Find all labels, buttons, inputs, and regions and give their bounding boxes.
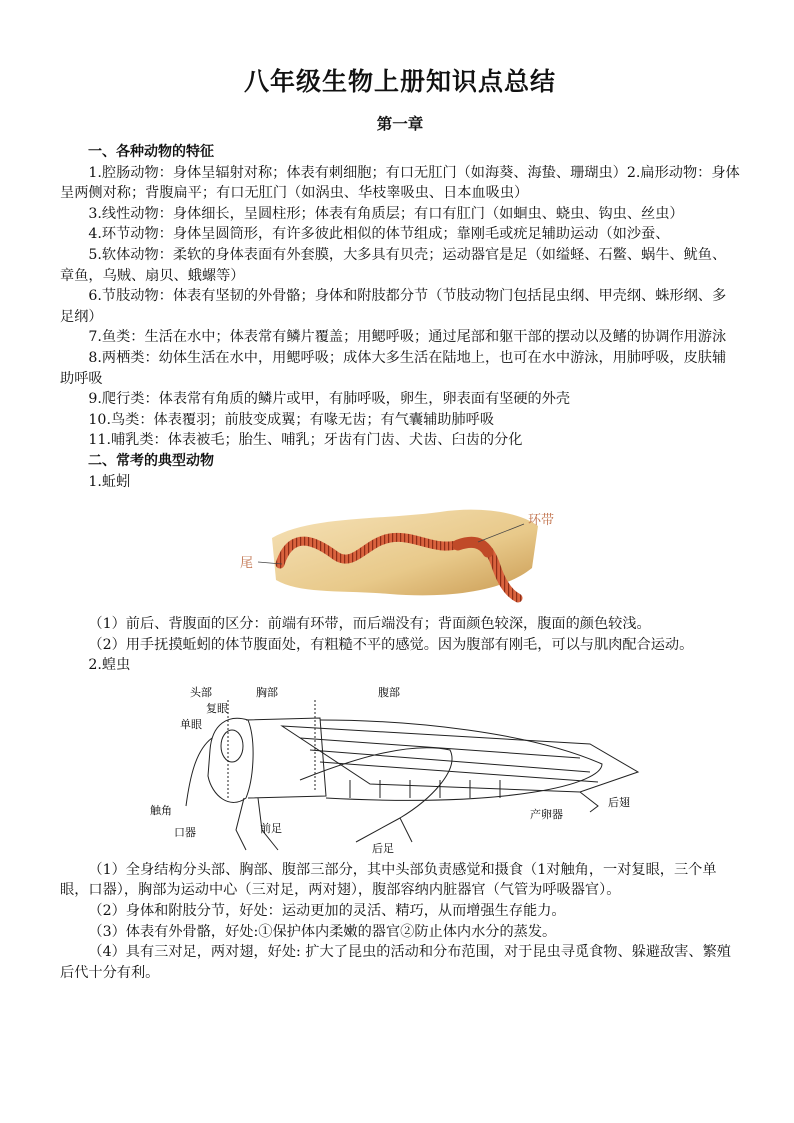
label-clitellum: 环带 bbox=[528, 513, 555, 529]
label-abdomen: 腹部 bbox=[378, 685, 400, 699]
locust-head bbox=[208, 718, 253, 802]
locust-note-3: （3）体表有外骨骼，好处:①保护体内柔嫩的器官②防止体内水分的蒸发。 bbox=[88, 923, 557, 940]
label-compound-eye: 复眼 bbox=[206, 701, 228, 715]
earthworm-note-2: （2）用手抚摸蚯蚓的体节腹面处，有粗糙不平的感觉。因为腹部有刚毛，可以与肌肉配合运动。 bbox=[88, 636, 694, 653]
locust-compound-eye bbox=[221, 730, 243, 762]
locust-abdomen bbox=[320, 720, 602, 800]
label-hindleg: 后足 bbox=[372, 841, 394, 855]
feature-item-3: 4.环节动物：身体呈圆筒形，有许多彼此相似的体节组成；靠刚毛或疣足辅助运动（如沙蚕、 bbox=[88, 226, 670, 243]
label-simple-eye: 单眼 bbox=[180, 717, 202, 731]
feature-item-5: 6.节肢动物：体表有坚韧的外骨骼；身体和附肢都分节（节肢动物门包括昆虫纲、甲壳纲、蛛形纲、多足纲） bbox=[60, 288, 727, 325]
section-heading-animal-features: 一、各种动物的特征 bbox=[88, 144, 214, 160]
chapter-heading: 第一章 bbox=[376, 114, 424, 133]
section-heading-typical-animals: 二、常考的典型动物 bbox=[88, 452, 214, 469]
label-mouthparts: 口器 bbox=[174, 825, 196, 839]
locust-diagram bbox=[150, 680, 650, 858]
label-head: 头部 bbox=[190, 685, 212, 699]
earthworm-title: 1.蚯蚓 bbox=[88, 473, 131, 490]
locust-note-1: （1）全身结构分头部、胸部、腹部三部分，其中头部负责感觉和摄食（1对触角，一对复眼，三个单眼，口器），胸部为运动中心（三对足，两对翅），腹部容纳内脏器官（气管为呼吸器官）。 bbox=[60, 861, 717, 899]
locust-thorax bbox=[246, 718, 326, 798]
locust-title: 2.蝗虫 bbox=[88, 657, 131, 674]
locust-ovipositor bbox=[580, 792, 598, 812]
document-page bbox=[60, 62, 740, 983]
earthworm-figure bbox=[220, 498, 580, 608]
locust-note-2: （2）身体和附肢分节，好处：运动更加的灵活、精巧，从而增强生存能力。 bbox=[88, 903, 566, 920]
label-hindwing: 后翅 bbox=[608, 795, 630, 809]
feature-item-7: 8.两栖类：幼体生活在水中，用鳃呼吸；成体大多生活在陆地上，也可在水中游泳，用肺呼吸，皮肤辅助呼吸 bbox=[60, 349, 727, 387]
feature-item-10: 11.哺乳类：体表被毛；胎生、哺乳；牙齿有门齿、犬齿、臼齿的分化 bbox=[88, 432, 523, 449]
feature-item-9: 10.鸟类：体表覆羽；前肢变成翼；有喙无齿；有气囊辅助肺呼吸 bbox=[88, 411, 495, 428]
feature-item-6: 7.鱼类：生活在水中；体表常有鳞片覆盖；用鳃呼吸；通过尾部和躯干部的摆动以及鳍的协调作用游泳 bbox=[88, 329, 727, 346]
label-thorax: 胸部 bbox=[256, 685, 278, 699]
earthworm-note-1: （1）前后、背腹面的区分：前端有环带，而后端没有；背面颜色较深，腹面的颜色较浅。 bbox=[88, 616, 651, 633]
feature-item-8: 9.爬行类：体表常有角质的鳞片或甲，有肺呼吸，卵生，卵表面有坚硬的外壳 bbox=[88, 391, 571, 408]
document-title: 八年级生物上册知识点总结 bbox=[243, 67, 556, 96]
feature-item-1: 1.腔肠动物：身体呈辐射对称；体表有刺细胞；有口无肛门（如海葵、海蛰、珊瑚虫）2.扁形动物：身体呈两侧对称；背腹扁平；有口无肛门（如涡虫、华枝睾吸虫、日本血吸虫） bbox=[60, 164, 740, 202]
feature-item-2: 3.线性动物：身体细长，呈圆柱形；体表有角质层；有口有肛门（如蛔虫、蛲虫、钩虫、丝虫） bbox=[88, 205, 684, 222]
feature-item-4: 5.软体动物：柔软的身体表面有外套膜，大多具有贝壳；运动器官是足（如缢蛏、石鳖、蜗牛、鱿鱼、章鱼，乌贼、扇贝、蛾螺等） bbox=[60, 246, 727, 284]
locust-forewing bbox=[282, 726, 638, 792]
label-antenna: 触角 bbox=[150, 803, 172, 817]
label-foreleg: 前足 bbox=[260, 821, 282, 835]
locust-note-4: （4）具有三对足，两对翅，好处: 扩大了昆虫的活动和分布范围，对于昆虫寻觅食物、躲避敌害、繁殖后代十分有利。 bbox=[60, 944, 731, 981]
label-ovipositor: 产卵器 bbox=[530, 807, 563, 821]
label-tail: 尾 bbox=[240, 556, 254, 572]
